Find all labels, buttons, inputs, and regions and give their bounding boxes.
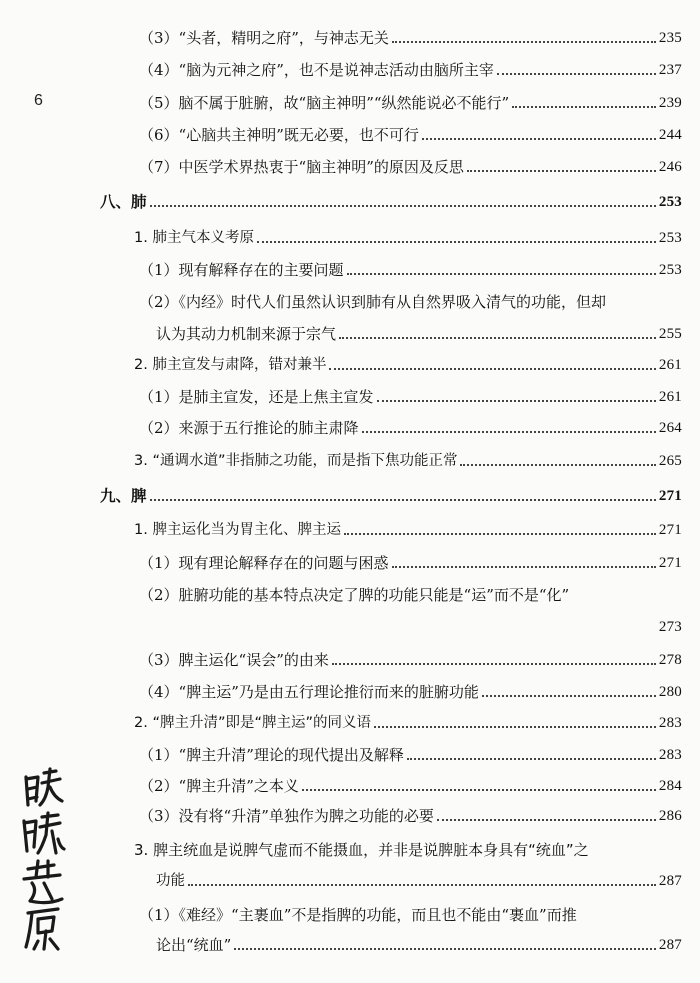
toc-entry-page: 273 bbox=[658, 619, 682, 635]
toc-section-title: 3. “通调水道”非指肺之功能，而是指下焦功能正常 bbox=[134, 453, 458, 469]
dot-leader bbox=[329, 367, 655, 370]
toc-entry[interactable] bbox=[139, 93, 682, 113]
toc-entry-page: 278 bbox=[658, 652, 682, 668]
dot-leader bbox=[482, 694, 656, 697]
calligraphy-seal-icon bbox=[18, 765, 66, 955]
toc-entry-page: 261 bbox=[658, 389, 682, 405]
toc-entry-wrapped-first-line[interactable]: （1）《难经》“主裹血”不是指脾的功能，而且也不能由“裹血”而推 bbox=[139, 906, 577, 924]
toc-entry-page: 255 bbox=[658, 326, 682, 342]
dot-leader bbox=[339, 336, 656, 339]
toc-entry-page: 237 bbox=[658, 62, 682, 78]
toc-entry-title: （2）“脾主升清”之本义 bbox=[139, 777, 299, 795]
toc-entry[interactable] bbox=[139, 553, 682, 573]
toc-section[interactable] bbox=[134, 713, 682, 733]
dot-leader bbox=[407, 757, 656, 760]
toc-entry-page: 287 bbox=[658, 873, 682, 889]
dot-leader bbox=[257, 240, 656, 243]
dot-leader bbox=[150, 498, 656, 501]
toc-entry[interactable] bbox=[156, 935, 682, 955]
toc-entry-page: 235 bbox=[658, 30, 682, 46]
toc-entry[interactable] bbox=[139, 776, 682, 796]
toc-entry[interactable] bbox=[139, 387, 682, 407]
toc-entry-page: 271 bbox=[658, 522, 682, 538]
toc-entry[interactable] bbox=[139, 60, 682, 80]
dot-leader bbox=[497, 72, 656, 75]
dot-leader bbox=[302, 788, 656, 791]
toc-chapter-title: 九、脾 bbox=[100, 486, 147, 505]
toc-entry-page: 280 bbox=[658, 684, 682, 700]
dot-leader bbox=[142, 629, 656, 632]
toc-entry-page: 271 bbox=[658, 555, 682, 571]
dot-leader bbox=[344, 532, 656, 535]
toc-chapter-title: 八、肺 bbox=[100, 192, 147, 211]
dot-leader bbox=[374, 725, 656, 728]
page-number: 6 bbox=[34, 92, 43, 109]
toc-entry-wrapped-first-line[interactable]: （2）《内经》时代人们虽然认识到肺有从自然界吸入清气的功能，但却 bbox=[139, 293, 607, 311]
toc-section[interactable] bbox=[134, 451, 682, 471]
toc-entry-title: （1）现有解释存在的主要问题 bbox=[139, 261, 344, 279]
toc-entry[interactable] bbox=[139, 806, 682, 826]
toc-entry[interactable] bbox=[139, 418, 682, 438]
toc-section-title: 1. 脾主运化当为胃主化、脾主运 bbox=[134, 522, 341, 538]
toc-entry[interactable] bbox=[139, 260, 682, 280]
toc-entry-title: （1）现有理论解释存在的问题与困惑 bbox=[139, 554, 389, 572]
toc-entry[interactable] bbox=[139, 28, 682, 48]
dot-leader bbox=[392, 565, 656, 568]
dot-leader bbox=[512, 105, 656, 108]
toc-entry-page: 265 bbox=[658, 453, 682, 469]
toc-entry[interactable] bbox=[139, 682, 682, 702]
toc-entry-page: 253 bbox=[658, 262, 682, 278]
dot-leader bbox=[362, 430, 656, 433]
toc-entry[interactable] bbox=[139, 157, 682, 177]
toc-entry-page: 264 bbox=[658, 420, 682, 436]
dot-leader bbox=[150, 204, 656, 207]
toc-entry-page: 253 bbox=[658, 194, 682, 210]
toc-entry-page: 271 bbox=[658, 488, 682, 504]
toc-entry-title: （1）是肺主宣发，还是上焦主宣发 bbox=[139, 388, 374, 406]
toc-entry-title: （6）“心脑共主神明”既无必要，也不可行 bbox=[139, 126, 419, 144]
toc-entry-page: 283 bbox=[658, 747, 682, 763]
toc-entry-page: 253 bbox=[658, 230, 682, 246]
toc-entry-title: （5）脑不属于脏腑，故“脑主神明”“纵然能说必不能行” bbox=[139, 94, 510, 112]
toc-entry-page: 286 bbox=[658, 808, 682, 824]
toc-entry-title: （3）“头者，精明之府”，与神志无关 bbox=[139, 29, 389, 47]
toc-entry-title: （4）“脾主运”乃是由五行理论推衍而来的脏腑功能 bbox=[139, 683, 479, 701]
toc-entry-title: （2）来源于五行推论的肺主肃降 bbox=[139, 419, 359, 437]
toc-chapter[interactable] bbox=[100, 192, 682, 212]
toc-entry-page: 283 bbox=[658, 715, 682, 731]
toc-entry[interactable] bbox=[139, 125, 682, 145]
dot-leader bbox=[467, 169, 656, 172]
toc-entry-page: 244 bbox=[658, 127, 682, 143]
toc-entry-page: 284 bbox=[658, 778, 682, 794]
toc-section-wrapped-first-line[interactable]: 3. 脾主统血是说脾气虚而不能摄血，并非是说脾脏本身具有“统血”之 bbox=[134, 841, 589, 859]
dot-leader bbox=[188, 883, 656, 886]
toc-section[interactable] bbox=[134, 520, 682, 540]
toc-entry-page: 246 bbox=[658, 159, 682, 175]
dot-leader bbox=[347, 272, 656, 275]
dot-leader bbox=[437, 818, 656, 821]
toc-section[interactable] bbox=[134, 355, 682, 375]
toc-entry-title: （1）“脾主升清”理论的现代提出及解释 bbox=[139, 746, 404, 764]
toc-chapter[interactable] bbox=[100, 486, 682, 506]
toc-entry[interactable] bbox=[156, 324, 682, 344]
toc-entry-title: （3）没有将“升清”单独作为脾之功能的必要 bbox=[139, 807, 434, 825]
dot-leader bbox=[422, 137, 656, 140]
dot-leader bbox=[392, 40, 656, 43]
toc-entry-title: （7）中医学术界热衷于“脑主神明”的原因及反思 bbox=[139, 158, 464, 176]
toc-entry-page: 239 bbox=[658, 95, 682, 111]
toc-section-title: 1. 肺主气本义考原 bbox=[134, 230, 254, 246]
toc-section[interactable] bbox=[156, 871, 682, 891]
toc-entry-title: （4）“脑为元神之府”，也不是说神志活动由脑所主宰 bbox=[139, 61, 494, 79]
toc-entry-page: 261 bbox=[658, 357, 682, 373]
dot-leader bbox=[234, 947, 656, 950]
dot-leader bbox=[332, 662, 656, 665]
dot-leader bbox=[377, 399, 656, 402]
toc-entry-title: 认为其动力机制来源于宗气 bbox=[156, 325, 337, 343]
toc-entry[interactable] bbox=[139, 650, 682, 670]
toc-entry-wrapped-first-line[interactable]: （2）脏腑功能的基本特点决定了脾的功能只能是“运”而不是“化” bbox=[139, 586, 570, 604]
toc-entry-page: 287 bbox=[658, 937, 682, 953]
toc-section-title: 2. 肺主宣发与肃降，错对兼半 bbox=[134, 357, 327, 373]
toc-entry-title: （3）脾主运化“误会”的由来 bbox=[139, 651, 329, 669]
toc-section-title: 功能 bbox=[156, 873, 185, 889]
toc-entry-continuation[interactable] bbox=[139, 617, 682, 637]
toc-section[interactable] bbox=[134, 228, 682, 248]
toc-entry[interactable] bbox=[139, 745, 682, 765]
toc-section-title: 2. “脾主升清”即是“脾主运”的同义语 bbox=[134, 715, 371, 731]
dot-leader bbox=[460, 463, 655, 466]
toc-entry-title: 论出“统血” bbox=[156, 936, 232, 954]
